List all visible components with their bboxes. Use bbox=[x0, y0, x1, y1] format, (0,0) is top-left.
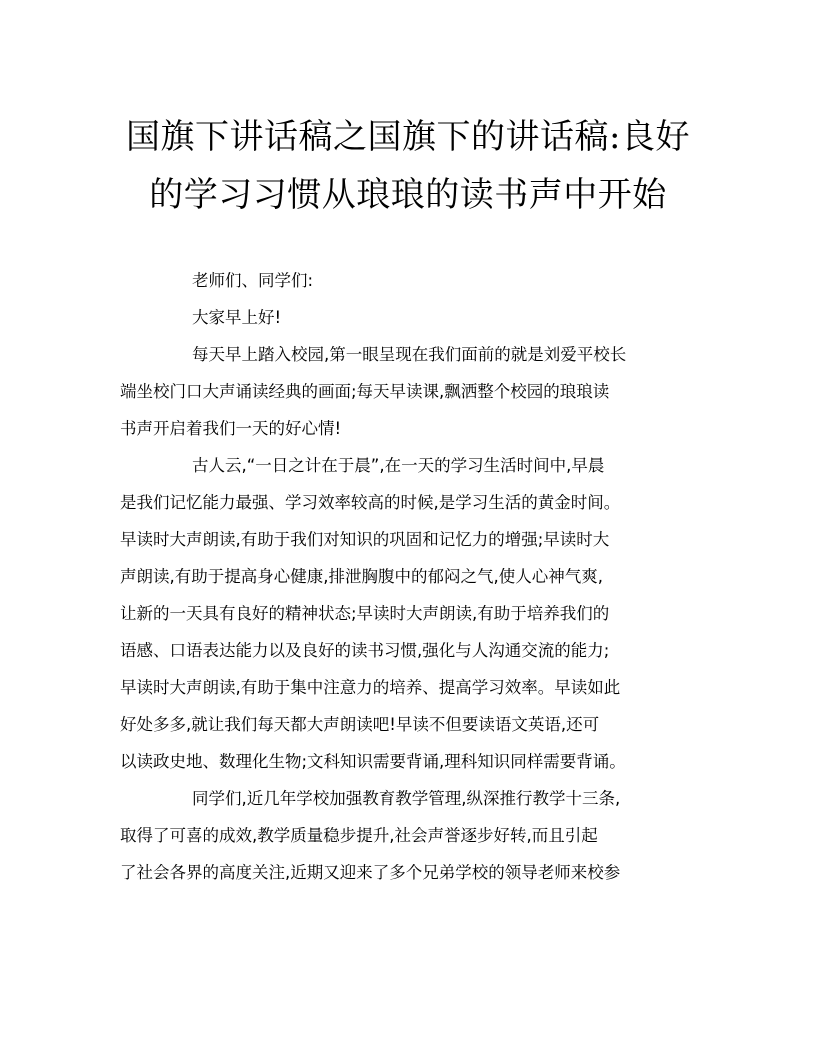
text-line: 古人云,“一日之计在于晨”,在一天的学习生活时间中,早晨 bbox=[192, 456, 605, 475]
text-line: 同学们,近几年学校加强教育教学管理,纵深推行教学十三条, bbox=[192, 789, 621, 808]
paragraph-salutation bbox=[120, 299, 696, 336]
paragraph-morning-scene bbox=[120, 336, 696, 447]
text-line: 每天早上踏入校园,第一眼呈现在我们面前的就是刘爱平校长 bbox=[192, 345, 627, 364]
paragraph-school-progress bbox=[120, 780, 696, 891]
paragraph-morning-reading bbox=[120, 447, 696, 780]
document-title bbox=[100, 108, 716, 224]
title-line-1: 国旗下讲话稿之国旗下的讲话稿:良好 bbox=[126, 117, 690, 157]
text-line: 端坐校门口大声诵读经典的画面;每天早读课,飘洒整个校园的琅琅读 bbox=[120, 382, 610, 401]
document-body bbox=[120, 262, 696, 891]
text-line: 让新的一天具有良好的精神状态;早读时大声朗读,有助于培养我们的 bbox=[120, 604, 610, 623]
paragraph-greeting bbox=[120, 262, 696, 299]
text-line: 早读时大声朗读,有助于集中注意力的培养、提高学习效率。早读如此 bbox=[120, 678, 621, 697]
text-line: 书声开启着我们一天的好心情! bbox=[120, 419, 342, 438]
text-line: 大家早上好! bbox=[192, 308, 282, 327]
title-line-2: 的学习习惯从琅琅的读书声中开始 bbox=[149, 175, 667, 215]
text-line: 老师们、同学们: bbox=[192, 271, 314, 290]
text-line: 以读政史地、数理化生物;文科知识需要背诵,理科知识同样需要背诵。 bbox=[120, 752, 626, 771]
text-line: 早读时大声朗读,有助于我们对知识的巩固和记忆力的增强;早读时大 bbox=[120, 530, 610, 549]
text-line: 是我们记忆能力最强、学习效率较高的时候,是学习生活的黄金时间。 bbox=[120, 493, 621, 512]
text-line: 语感、口语表达能力以及良好的读书习惯,强化与人沟通交流的能力; bbox=[120, 641, 610, 660]
text-line: 了社会各界的高度关注,近期又迎来了多个兄弟学校的领导老师来校参 bbox=[120, 863, 621, 882]
text-line: 取得了可喜的成效,教学质量稳步提升,社会声誉逐步好转,而且引起 bbox=[120, 826, 598, 845]
text-line: 声朗读,有助于提高身心健康,排泄胸腹中的郁闷之气,使人心神气爽, bbox=[120, 567, 603, 586]
text-line: 好处多多,就让我们每天都大声朗读吧!早读不但要读语文英语,还可 bbox=[120, 715, 600, 734]
